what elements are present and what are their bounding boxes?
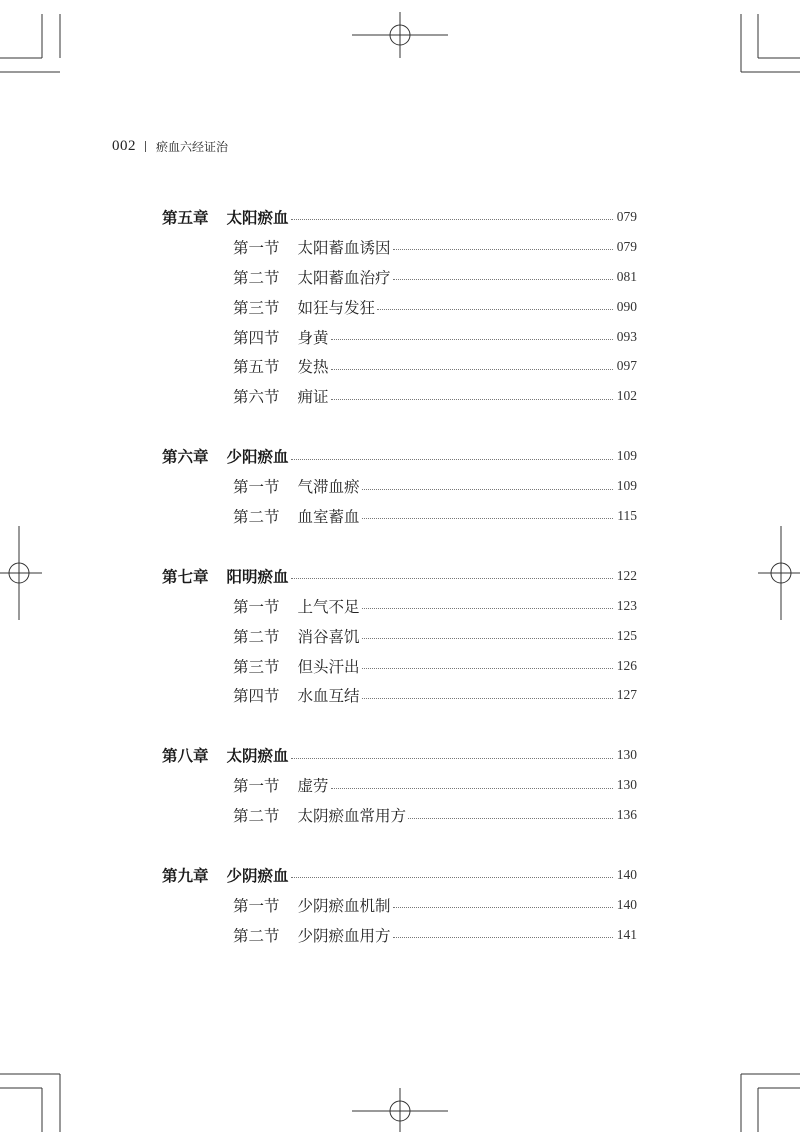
dot-leader bbox=[291, 459, 613, 460]
section-title: 但头汗出 bbox=[297, 657, 360, 676]
table-of-contents bbox=[162, 202, 637, 950]
toc-section-entry bbox=[162, 680, 637, 710]
section-title: 太阴瘀血常用方 bbox=[297, 807, 407, 826]
toc-section-entry bbox=[162, 800, 637, 830]
chapter-label: 第六章 bbox=[162, 448, 209, 467]
section-title: 少阴瘀血机制 bbox=[297, 896, 391, 915]
dot-leader bbox=[362, 638, 613, 639]
section-label: 第二节 bbox=[233, 627, 280, 646]
section-page-number: 115 bbox=[617, 507, 637, 523]
chapter-page-number: 130 bbox=[616, 747, 637, 763]
dot-leader bbox=[331, 788, 613, 789]
toc-section-entry bbox=[162, 262, 637, 292]
toc-section-entry bbox=[162, 232, 637, 262]
dot-leader bbox=[362, 518, 613, 519]
section-label: 第一节 bbox=[233, 478, 280, 497]
section-label: 第一节 bbox=[233, 896, 280, 915]
section-title: 上气不足 bbox=[297, 597, 360, 616]
toc-section-entry bbox=[162, 292, 637, 322]
dot-leader bbox=[331, 399, 613, 400]
dot-leader bbox=[393, 279, 613, 280]
section-page-number: 090 bbox=[616, 298, 637, 314]
dot-leader bbox=[377, 309, 613, 310]
section-label: 第一节 bbox=[233, 238, 280, 257]
section-label: 第四节 bbox=[233, 328, 280, 347]
toc-section-entry bbox=[162, 501, 637, 531]
section-label: 第四节 bbox=[233, 687, 280, 706]
chapter-title: 少阳瘀血 bbox=[226, 448, 289, 467]
header-divider bbox=[145, 141, 146, 152]
section-page-number: 125 bbox=[616, 627, 637, 643]
section-title: 如狂与发狂 bbox=[297, 298, 376, 317]
chapter-spacer bbox=[162, 531, 637, 561]
section-page-number: 123 bbox=[616, 597, 637, 613]
section-label: 第一节 bbox=[233, 597, 280, 616]
chapter-title: 阳明瘀血 bbox=[226, 567, 289, 586]
toc-section-entry bbox=[162, 920, 637, 950]
chapter-title: 太阳瘀血 bbox=[226, 208, 289, 227]
section-title: 虚劳 bbox=[297, 777, 329, 796]
dot-leader bbox=[362, 608, 613, 609]
chapter-page-number: 109 bbox=[616, 448, 637, 464]
section-title: 少阴瘀血用方 bbox=[297, 926, 391, 945]
page-number: 002 bbox=[112, 137, 136, 154]
chapter-page-number: 140 bbox=[616, 866, 637, 882]
section-page-number: 097 bbox=[616, 358, 637, 374]
chapter-spacer bbox=[162, 411, 637, 441]
chapter-page-number: 122 bbox=[616, 567, 637, 583]
chapter-label: 第九章 bbox=[162, 866, 209, 885]
toc-chapter-entry bbox=[162, 740, 637, 770]
dot-leader bbox=[331, 339, 613, 340]
section-label: 第二节 bbox=[233, 807, 280, 826]
section-page-number: 141 bbox=[616, 926, 637, 942]
section-page-number: 126 bbox=[616, 657, 637, 673]
section-title: 太阳蓄血治疗 bbox=[297, 268, 391, 287]
toc-section-entry bbox=[162, 381, 637, 411]
chapter-spacer bbox=[162, 710, 637, 740]
section-title: 太阳蓄血诱因 bbox=[297, 238, 391, 257]
section-label: 第三节 bbox=[233, 657, 280, 676]
section-title: 痈证 bbox=[297, 388, 329, 407]
section-page-number: 140 bbox=[616, 896, 637, 912]
section-page-number: 081 bbox=[616, 268, 637, 284]
section-label: 第二节 bbox=[233, 926, 280, 945]
section-title: 水血互结 bbox=[297, 687, 360, 706]
toc-section-entry bbox=[162, 890, 637, 920]
dot-leader bbox=[291, 219, 613, 220]
section-page-number: 109 bbox=[616, 478, 637, 494]
toc-chapter-entry bbox=[162, 441, 637, 471]
section-page-number: 102 bbox=[616, 388, 637, 404]
toc-section-entry bbox=[162, 651, 637, 681]
section-label: 第二节 bbox=[233, 268, 280, 287]
section-page-number: 127 bbox=[616, 687, 637, 703]
toc-chapter-entry bbox=[162, 561, 637, 591]
toc-section-entry bbox=[162, 591, 637, 621]
section-title: 气滞血瘀 bbox=[297, 478, 360, 497]
chapter-label: 第七章 bbox=[162, 567, 209, 586]
dot-leader bbox=[393, 907, 613, 908]
chapter-label: 第五章 bbox=[162, 208, 209, 227]
section-page-number: 093 bbox=[616, 328, 637, 344]
dot-leader bbox=[291, 758, 613, 759]
dot-leader bbox=[393, 249, 613, 250]
section-label: 第三节 bbox=[233, 298, 280, 317]
section-label: 第五节 bbox=[233, 358, 280, 377]
toc-section-entry bbox=[162, 471, 637, 501]
section-title: 血室蓄血 bbox=[297, 507, 360, 526]
section-label: 第一节 bbox=[233, 777, 280, 796]
dot-leader bbox=[408, 818, 613, 819]
section-title: 消谷喜饥 bbox=[297, 627, 360, 646]
dot-leader bbox=[291, 578, 613, 579]
toc-section-entry bbox=[162, 621, 637, 651]
section-title: 发热 bbox=[297, 358, 329, 377]
toc-section-entry bbox=[162, 770, 637, 800]
book-title: 瘀血六经证治 bbox=[156, 139, 229, 154]
dot-leader bbox=[291, 877, 613, 878]
chapter-title: 太阴瘀血 bbox=[226, 747, 289, 766]
toc-section-entry bbox=[162, 322, 637, 352]
dot-leader bbox=[362, 698, 613, 699]
toc-section-entry bbox=[162, 351, 637, 381]
running-header bbox=[112, 137, 228, 155]
dot-leader bbox=[362, 668, 613, 669]
section-label: 第二节 bbox=[233, 507, 280, 526]
chapter-page-number: 079 bbox=[616, 208, 637, 224]
toc-chapter-entry bbox=[162, 202, 637, 232]
section-page-number: 136 bbox=[616, 807, 637, 823]
chapter-label: 第八章 bbox=[162, 747, 209, 766]
section-label: 第六节 bbox=[233, 388, 280, 407]
dot-leader bbox=[362, 489, 613, 490]
chapter-title: 少阴瘀血 bbox=[226, 866, 289, 885]
dot-leader bbox=[393, 937, 613, 938]
section-page-number: 130 bbox=[616, 777, 637, 793]
section-title: 身黄 bbox=[297, 328, 329, 347]
section-page-number: 079 bbox=[616, 238, 637, 254]
chapter-spacer bbox=[162, 830, 637, 860]
dot-leader bbox=[331, 369, 613, 370]
toc-chapter-entry bbox=[162, 860, 637, 890]
